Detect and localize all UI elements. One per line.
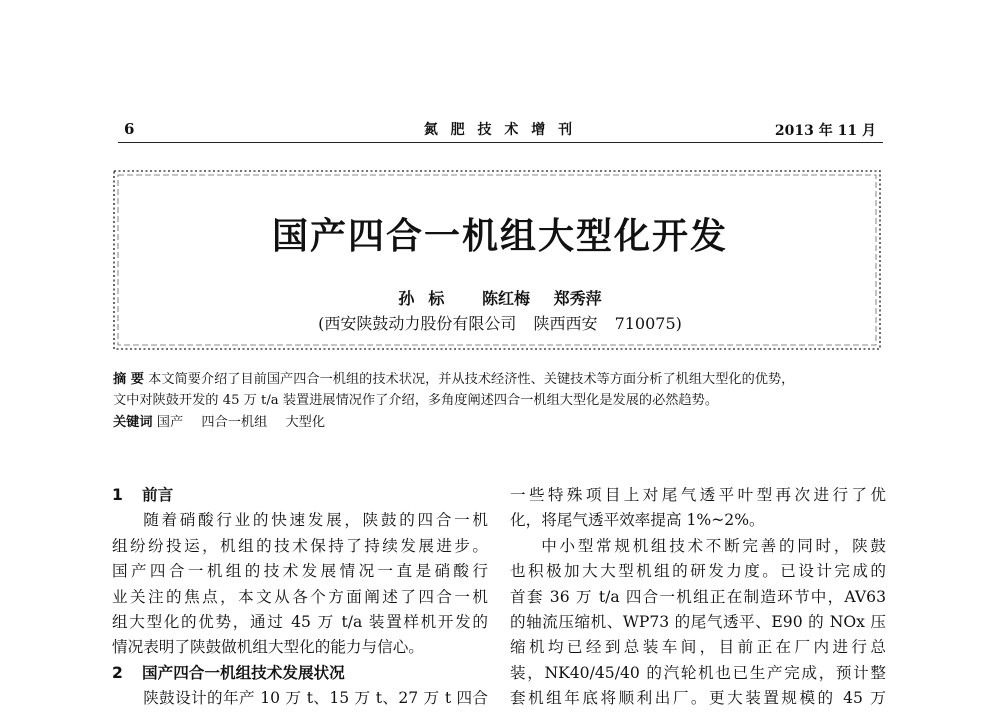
paragraph-line: 缩机均已经到总装车间，目前正在厂内进行总 — [510, 638, 886, 657]
author-list — [0, 286, 1000, 309]
journal-name: 氮 肥 技 术 增 刊 — [423, 122, 577, 138]
paragraph-line: 组大型化的优势，通过 45 万 t/a 装置样机开发的 — [112, 613, 488, 632]
paragraph-line: 陕鼓设计的年产 10 万 t、15 万 t、27 万 t 四合 — [143, 689, 488, 708]
paragraph-line: 中小型常规机组技术不断完善的同时，陕鼓 — [541, 536, 886, 555]
affiliation-city: 陕西西安 — [533, 314, 598, 333]
paragraph-line: 也积极加大大型机组的研发力度。已设计完成的 — [510, 562, 886, 581]
paragraph-line: 国产四合一机组的技术发展情况一直是硝酸行 — [112, 562, 488, 581]
abstract-text: 文中对陕鼓开发的 45 万 t/a 装置进展情况作了介绍，多角度阐述四合一机组大型化是发展的必然趋势。 — [113, 393, 719, 408]
keyword: 国产 — [156, 415, 184, 430]
affiliation-zip: 710075) — [614, 314, 682, 333]
author-name: 郑秀萍 — [553, 289, 602, 308]
paragraph-line: 随着硝酸行业的快速发展，陕鼓的四合一机 — [143, 511, 488, 530]
abstract-text: 本文简要介绍了目前国产四合一机组的技术状况，并从技术经济性、关键技术等方面分析了机组大型化的优势， — [148, 372, 795, 387]
keyword: 四合一机组 — [201, 415, 268, 430]
paragraph-line: 组纷纷投运，机组的技术保持了持续发展进步。 — [112, 536, 488, 555]
paragraph-line: 情况表明了陕鼓做机组大型化的能力与信心。 — [112, 638, 424, 657]
abstract — [113, 370, 885, 390]
keywords — [113, 413, 885, 433]
body-column-right — [510, 483, 886, 712]
paragraph-line: 化，将尾气透平效率提高 1%~2%。 — [510, 511, 765, 530]
abstract-label: 摘 要 — [113, 372, 144, 387]
paragraph-line: 首套 36 万 t/a 四合一机组正在制造环节中，AV63 — [510, 587, 886, 606]
paragraph-line: 业关注的焦点，本文从各个方面阐述了四合一机 — [112, 587, 488, 606]
paper-title: 国产四合一机组大型化开发 — [271, 216, 728, 257]
keyword: 大型化 — [285, 415, 326, 430]
paragraph-line: 套机组年底将顺利出厂。更大装置规模的 45 万 — [510, 689, 886, 708]
affiliation-org: (西安陕鼓动力股份有限公司 — [318, 314, 517, 333]
paragraph-line: 装，NK40/45/40 的汽轮机也已生产完成，预计整 — [510, 663, 886, 682]
page-number: 6 — [124, 120, 135, 138]
affiliation — [0, 311, 1000, 334]
header-rule — [118, 142, 883, 143]
section-heading: 2 国产四合一机组技术发展状况 — [112, 663, 345, 682]
issue-date: 2013 年 11 月 — [774, 123, 876, 139]
body-column-left — [112, 483, 488, 712]
paragraph-line: 的轴流压缩机、WP73 的尾气透平、E90 的 NOx 压 — [510, 613, 886, 632]
author-name: 陈红梅 — [481, 289, 530, 308]
section-heading: 1 前言 — [112, 486, 174, 504]
abstract-continued — [113, 391, 885, 411]
keywords-label: 关键词 — [113, 415, 153, 430]
paragraph-line: 一些特殊项目上对尾气透平叶型再次进行了优 — [510, 486, 886, 504]
author-name: 孙标 — [398, 289, 459, 308]
